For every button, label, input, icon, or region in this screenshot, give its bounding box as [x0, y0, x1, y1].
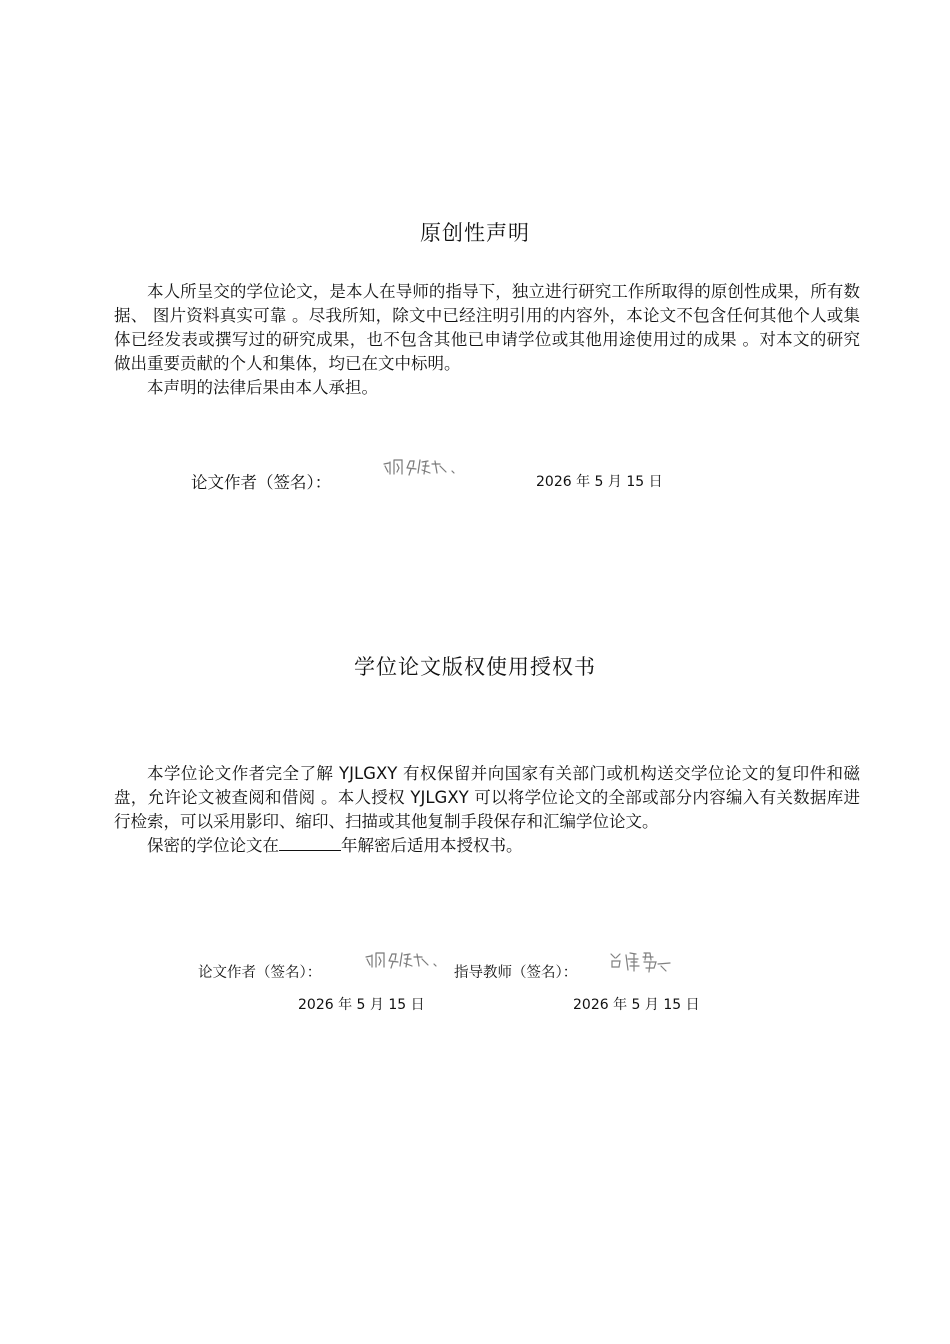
- authorization-advisor-date: 2026 年 5 月 15 日: [573, 997, 700, 1013]
- declaration-author-signature: [380, 452, 462, 482]
- years-blank: [279, 836, 341, 851]
- authorization-paragraph: 本学位论文作者完全了解 YJLGXY 有权保留并向国家有关部门或机构送交学位论文的复印件和磁盘，允许论文被查阅和借阅 。本人授权 YJLGXY 可以将学位论文的全部或部分内容编入有关数据库进行检索，可以采用影印、缩印、扫描或其他复制手段保存和汇编学位论文。: [114, 764, 860, 831]
- declaration-paragraph-legal: 本声明的法律后果由本人承担。: [147, 378, 378, 397]
- declaration-body: [114, 280, 860, 400]
- authorization-paragraph-secret: [114, 834, 860, 858]
- declaration-date: 2026 年 5 月 15 日: [536, 474, 663, 490]
- authorization-author-signature: [362, 945, 444, 975]
- declaration-title: 原创性声明: [420, 221, 530, 245]
- secret-text-after: 年解密后适用本授权书。: [341, 836, 523, 855]
- authorization-title: 学位论文版权使用授权书: [354, 655, 596, 679]
- authorization-body: [114, 762, 860, 858]
- authorization-author-label: 论文作者（签名）：: [198, 965, 322, 981]
- authorization-advisor-signature: [606, 946, 676, 978]
- secret-text-before: 保密的学位论文在: [147, 836, 279, 855]
- declaration-paragraph: 本人所呈交的学位论文，是本人在导师的指导下，独立进行研究工作所取得的原创性成果，所有数据、 图片资料真实可靠 。尽我所知，除文中已经注明引用的内容外，本论文不包含任何其他个人或集体已经发表或撰写过的研究成果，也不包含其他已申请学位或其他用途使用过的成果 。对本文的研究做出重要贡献的个人和集体，均已在文中标明。: [114, 282, 860, 373]
- authorization-advisor-label: 指导教师（签名）：: [454, 965, 578, 981]
- declaration-author-label: 论文作者（签名）：: [191, 473, 332, 492]
- authorization-author-date: 2026 年 5 月 15 日: [298, 997, 425, 1013]
